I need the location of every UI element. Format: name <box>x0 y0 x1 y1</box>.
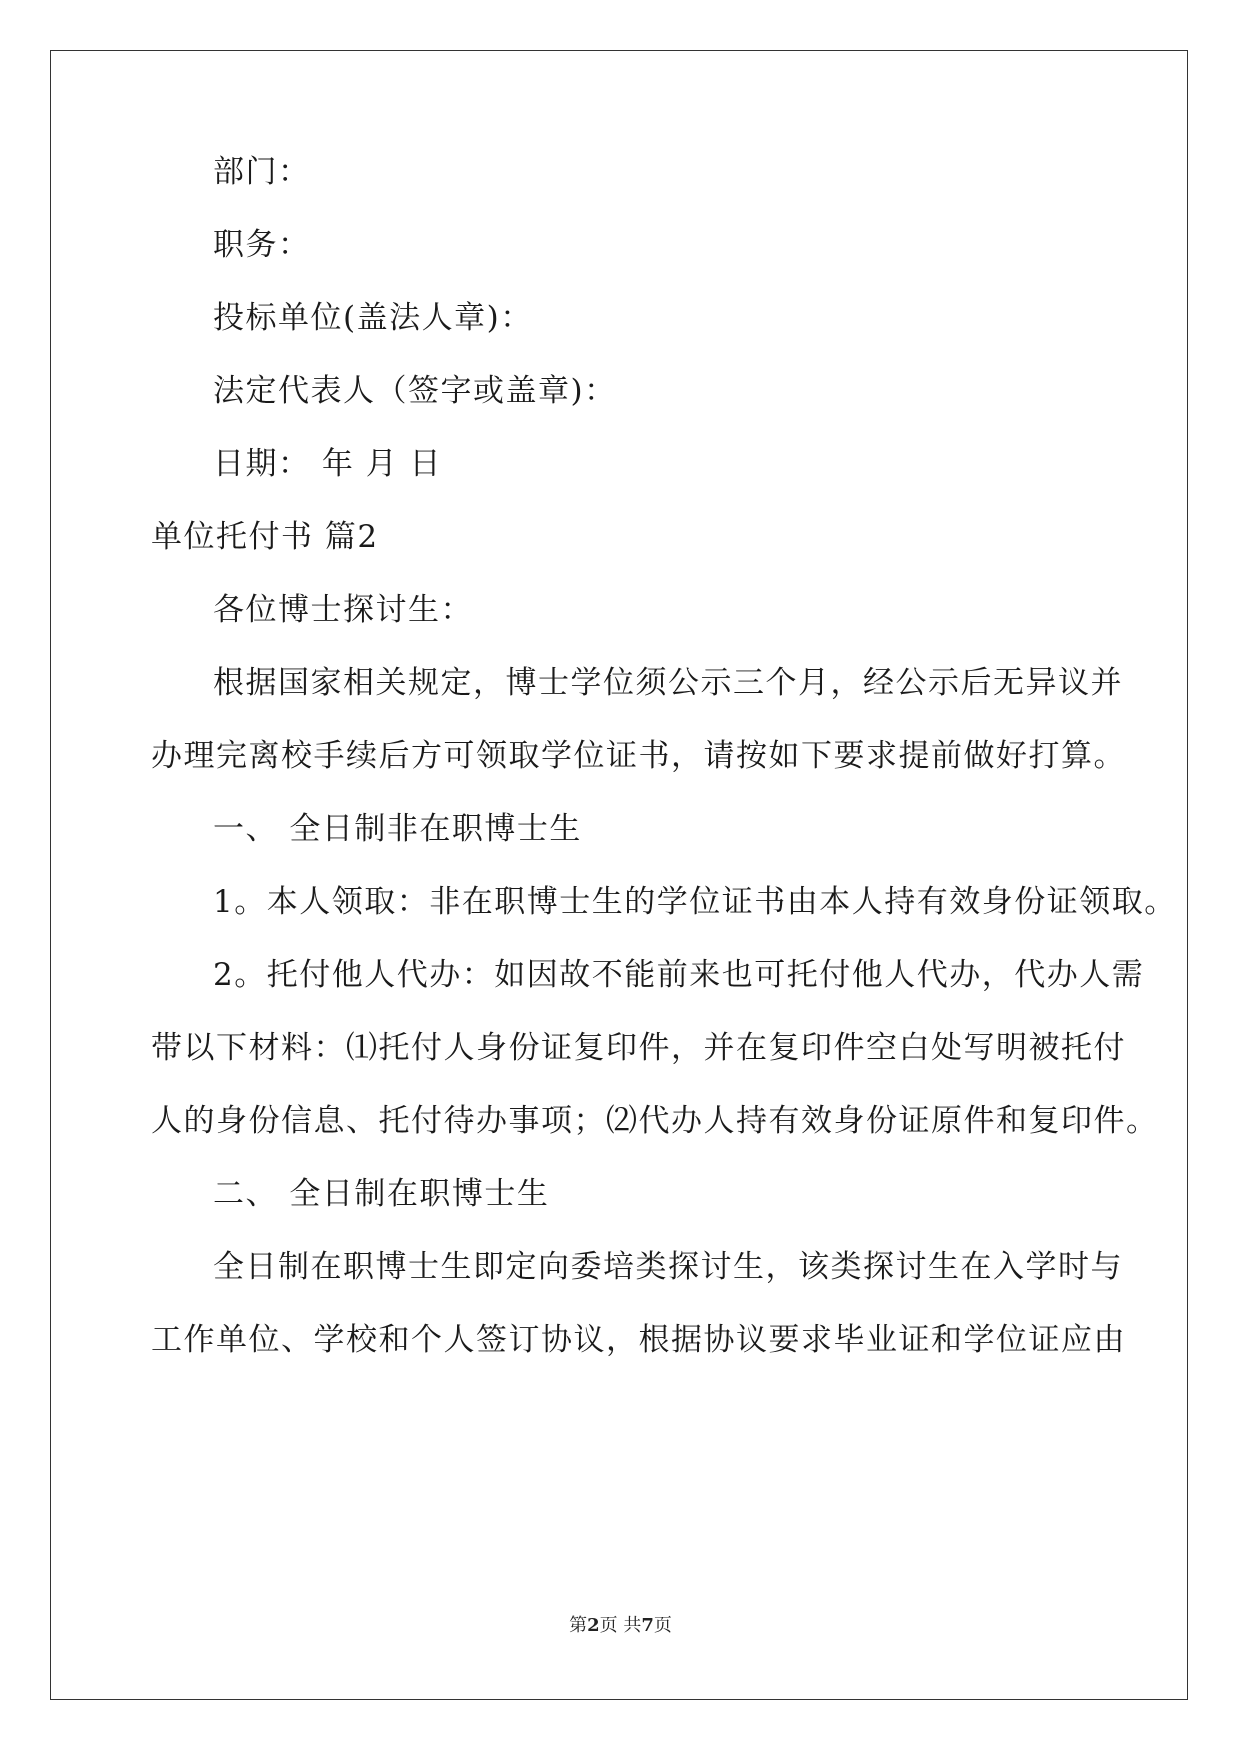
page-suffix: 页 <box>653 1615 672 1636</box>
paragraph-line: 根据国家相关规定，博士学位须公示三个月，经公示后无异议并 <box>213 665 1123 701</box>
salutation: 各位博士探讨生： <box>213 592 473 628</box>
paragraph-line: 1。本人领取：非在职博士生的学位证书由本人持有效身份证领取。 <box>213 884 1177 920</box>
paragraph-line: 人的身份信息、托付待办事项；⑵代办人持有效身份证原件和复印件。 <box>151 1103 1159 1139</box>
page-mid: 页 共 <box>599 1615 642 1636</box>
subheading-full-time-employed: 二、 全日制在职博士生 <box>213 1176 550 1212</box>
page-total: 7 <box>641 1615 654 1636</box>
field-date: 日期： 年 月 日 <box>213 446 443 482</box>
subheading-full-time-non-employed: 一、 全日制非在职博士生 <box>213 811 582 847</box>
page-footer <box>0 1614 1241 1638</box>
paragraph-line: 工作单位、学校和个人签订协议，根据协议要求毕业证和学位证应由 <box>151 1322 1126 1358</box>
field-legal-representative: 法定代表人（签字或盖章)： <box>213 373 617 409</box>
page-current: 2 <box>587 1615 600 1636</box>
paragraph-line: 带以下材料：⑴托付人身份证复印件，并在复印件空白处写明被托付 <box>151 1030 1126 1066</box>
paragraph-line: 2。托付他人代办：如因故不能前来也可托付他人代办，代办人需 <box>213 957 1145 993</box>
section-heading: 单位托付书 篇2 <box>151 519 379 555</box>
page-prefix: 第 <box>569 1615 588 1636</box>
field-department: 部门： <box>213 154 311 190</box>
field-bidder-unit: 投标单位(盖法人章)： <box>213 300 533 336</box>
field-position: 职务： <box>213 227 311 263</box>
paragraph-line: 全日制在职博士生即定向委培类探讨生，该类探讨生在入学时与 <box>213 1249 1123 1285</box>
paragraph-line: 办理完离校手续后方可领取学位证书，请按如下要求提前做好打算。 <box>151 738 1126 774</box>
